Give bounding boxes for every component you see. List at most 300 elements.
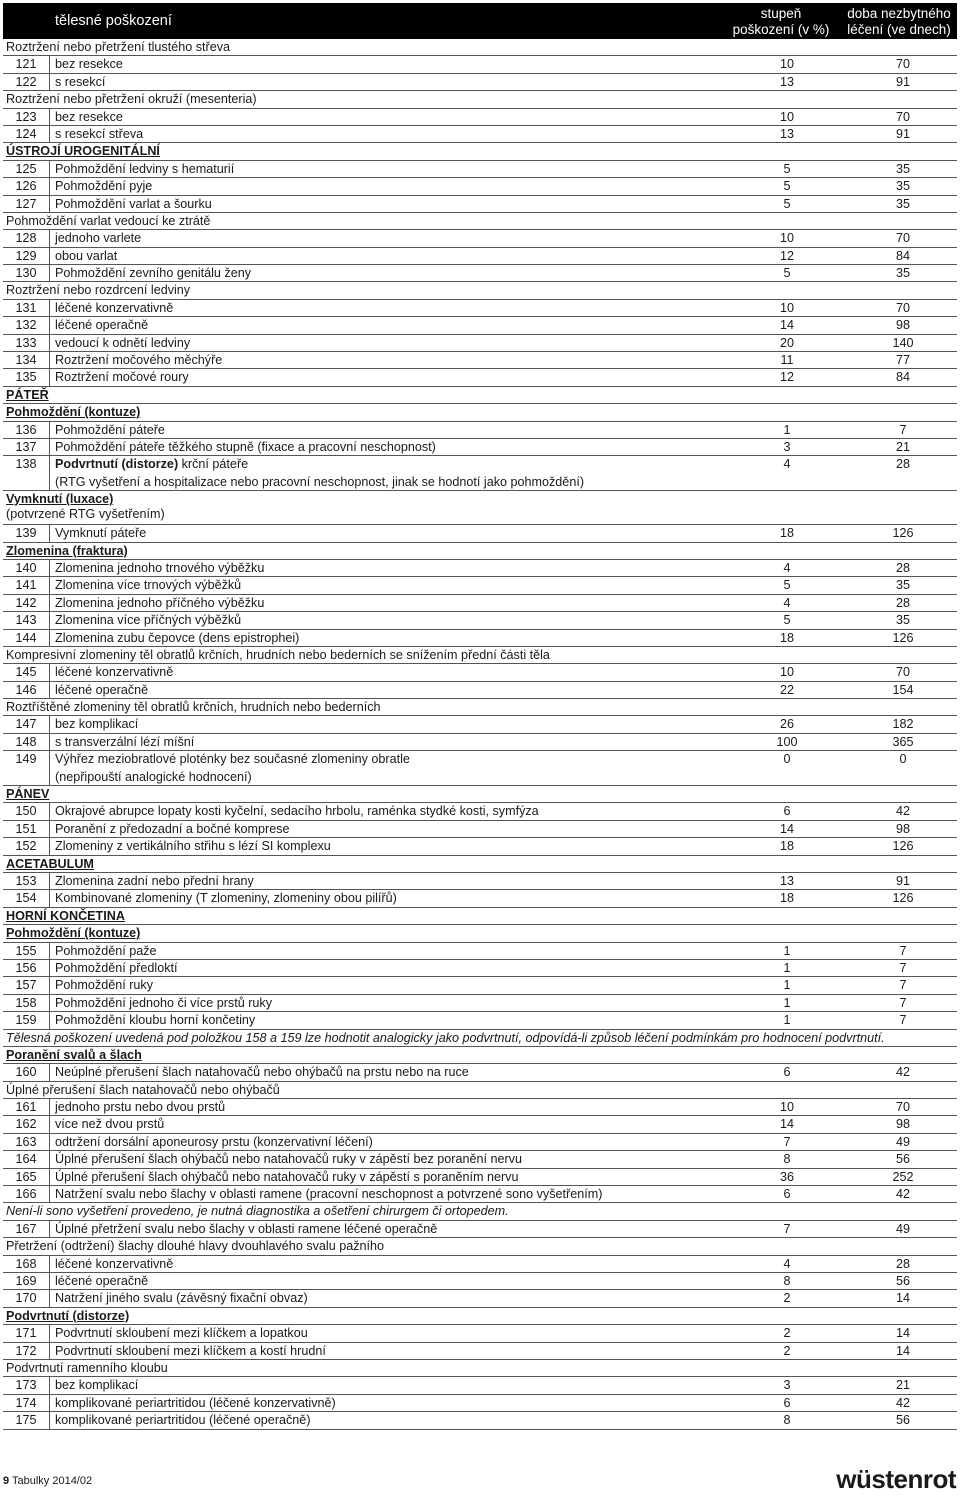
item-label-line <box>55 248 117 265</box>
table-row <box>3 682 957 699</box>
degree-value: 13 <box>779 126 794 141</box>
table-row <box>3 821 957 838</box>
item-label-text: Pohmoždění zevního genitálu ženy <box>55 266 252 281</box>
table-row <box>3 335 957 352</box>
item-number: 164 <box>15 1152 37 1167</box>
degree-value: 4 <box>783 457 791 472</box>
section-row <box>3 1047 957 1064</box>
item-number: 135 <box>15 370 37 385</box>
item-number: 146 <box>15 682 37 697</box>
duration-value: 70 <box>895 665 910 680</box>
section-row <box>3 856 957 873</box>
duration-value: 70 <box>895 57 910 72</box>
section-row <box>3 404 957 421</box>
degree-value: 3 <box>783 439 791 454</box>
item-number: 139 <box>15 526 37 541</box>
item-label <box>49 1116 164 1132</box>
item-label-text: Okrajové abrupce lopaty kosti kyčelní, sedacího hrbolu, raménka stydké kosti, symfýza <box>55 804 539 819</box>
table-row <box>3 1256 957 1273</box>
item-number: 134 <box>15 353 37 368</box>
table-row <box>3 525 957 542</box>
item-label <box>49 1395 336 1411</box>
section-title <box>6 39 230 56</box>
degree-value: 6 <box>783 1065 791 1080</box>
table-row <box>3 1290 957 1307</box>
item-label <box>49 1377 138 1393</box>
section-title <box>6 1030 885 1047</box>
item-label-text: Úplné přetržení svalu nebo šlachy v oblasti ramene léčené operačně <box>55 1221 438 1236</box>
duration-value: 70 <box>895 231 910 246</box>
item-label <box>49 751 410 785</box>
table-row <box>3 422 957 439</box>
item-label-line <box>55 178 152 195</box>
degree-value: 18 <box>779 891 794 906</box>
section-subtext: (potvrzené RTG vyšetřením) <box>6 507 165 522</box>
table-row <box>3 803 957 820</box>
degree-value: 36 <box>779 1169 794 1184</box>
section-title <box>6 492 165 522</box>
item-number: 173 <box>15 1378 37 1393</box>
item-label-text: více než dvou prstů <box>55 1117 165 1132</box>
table-row <box>3 248 957 265</box>
section-text: Pohmoždění varlat vedoucí ke ztrátě <box>6 213 211 228</box>
item-label <box>49 369 189 385</box>
item-number: 133 <box>15 335 37 350</box>
section-text: PÁTEŘ <box>6 387 49 402</box>
duration-value: 84 <box>895 370 910 385</box>
item-label <box>49 1256 173 1272</box>
item-number: 136 <box>15 422 37 437</box>
item-number: 145 <box>15 665 37 680</box>
item-number: 163 <box>15 1134 37 1149</box>
section-text: Přetržení (odtržení) šlachy dlouhé hlavy dvouhlavého svalu pažního <box>6 1239 385 1254</box>
duration-value: 91 <box>895 874 910 888</box>
duration-value: 42 <box>895 1187 910 1202</box>
item-label-line <box>55 230 141 247</box>
degree-value: 18 <box>779 630 794 645</box>
degree-value: 3 <box>783 1378 791 1393</box>
table-row <box>3 1186 957 1203</box>
item-label <box>49 734 194 750</box>
item-label-text: bez resekce <box>55 109 123 124</box>
degree-value: 5 <box>783 179 791 194</box>
item-label <box>49 664 173 680</box>
duration-value: 70 <box>895 300 910 315</box>
item-label-text: komplikované periartritidou (léčené konzervativně) <box>55 1395 336 1410</box>
degree-value: 10 <box>779 1100 794 1115</box>
item-label <box>49 196 212 212</box>
item-label-text: Natržení jiného svalu (závěsný fixační obvaz) <box>55 1291 308 1306</box>
item-label-note: (nepřipouští analogické hodnocení) <box>55 769 252 784</box>
item-label <box>49 682 148 698</box>
duration-value: 182 <box>892 717 914 732</box>
item-label-line <box>55 525 146 542</box>
item-label-line <box>55 838 331 855</box>
degree-value: 13 <box>779 74 794 89</box>
duration-value: 154 <box>892 682 914 697</box>
table-row <box>3 664 957 681</box>
duration-value: 91 <box>895 126 910 141</box>
section-text: Pohmoždění (kontuze) <box>6 405 141 420</box>
degree-value: 5 <box>783 161 791 176</box>
section-row <box>3 1203 957 1220</box>
duration-value: 28 <box>895 457 910 472</box>
duration-value: 77 <box>895 353 910 368</box>
item-label <box>49 335 190 351</box>
item-label-text: léčené operačně <box>55 682 149 697</box>
section-title <box>6 1360 168 1377</box>
item-number: 142 <box>15 595 37 610</box>
section-row <box>3 282 957 299</box>
degree-value: 18 <box>779 839 794 854</box>
table-row <box>3 74 957 91</box>
header-injury: tělesné poškození <box>55 13 172 29</box>
degree-value: 2 <box>783 1326 791 1341</box>
section-text: Roztržení nebo rozdrcení ledviny <box>6 283 191 298</box>
item-label <box>49 977 153 993</box>
section-row <box>3 1030 957 1047</box>
injury-table <box>3 3 957 1430</box>
table-row <box>3 1169 957 1186</box>
item-label <box>49 595 264 611</box>
duration-value: 42 <box>895 1065 910 1080</box>
item-label-text: Neúplné přerušení šlach natahovačů nebo ohýbačů na prstu nebo na ruce <box>55 1065 469 1080</box>
item-label <box>49 612 241 628</box>
table-row <box>3 1099 957 1116</box>
duration-value: 98 <box>895 318 910 333</box>
item-label-line <box>55 630 299 647</box>
item-number: 174 <box>15 1395 37 1410</box>
item-label-line <box>55 1412 311 1429</box>
item-label <box>49 1151 522 1167</box>
header-duration: doba nezbytného léčení (ve dnech) <box>847 6 951 37</box>
item-label <box>49 456 584 490</box>
item-number: 160 <box>15 1065 37 1080</box>
item-label-line <box>55 560 264 577</box>
item-label-text: Zlomenina zubu čepovce (dens epistrophei) <box>55 630 300 645</box>
item-number: 131 <box>15 300 37 315</box>
item-label <box>49 873 254 889</box>
item-label-line <box>55 1064 469 1081</box>
item-label-line <box>55 422 165 439</box>
item-label-text: Zlomenina zadní nebo přední hrany <box>55 874 254 888</box>
item-label-text: Pohmoždění pyje <box>55 179 153 194</box>
item-number: 161 <box>15 1100 37 1115</box>
item-label-line <box>55 161 234 178</box>
section-text: HORNÍ KONČETINA <box>6 908 125 923</box>
section-text: Poranění svalů a šlach <box>6 1047 142 1062</box>
table-row <box>3 716 957 733</box>
section-text: Úplné přerušení šlach natahovačů nebo ohýbačů <box>6 1082 280 1097</box>
item-label-text: Zlomenina jednoho trnového výběžku <box>55 560 265 575</box>
section-title <box>6 1238 384 1255</box>
table-row <box>3 1377 957 1394</box>
degree-value: 20 <box>779 335 794 350</box>
section-title <box>6 1308 129 1325</box>
item-number: 121 <box>15 57 37 72</box>
item-number: 159 <box>15 1013 37 1028</box>
duration-value: 35 <box>895 266 910 281</box>
item-label-text: Kombinované zlomeniny (T zlomeniny, zlomeniny obou pilířů) <box>55 891 397 906</box>
item-label <box>49 1169 518 1185</box>
section-title <box>6 925 140 942</box>
item-label-text: odtržení dorsální aponeurosy prstu (konzervativní léčení) <box>55 1134 373 1149</box>
table-row <box>3 317 957 334</box>
item-label-line <box>55 196 212 213</box>
item-label-line <box>55 664 173 681</box>
table-row <box>3 630 957 647</box>
item-label <box>49 422 165 438</box>
section-text: Roztržení nebo přetržení okruží (mesenteria) <box>6 92 257 107</box>
degree-value: 5 <box>783 196 791 211</box>
item-label <box>49 1186 602 1202</box>
item-label-text: léčené operačně <box>55 318 149 333</box>
wustenrot-logo: wüstenrot <box>836 1464 956 1494</box>
duration-value: 28 <box>895 560 910 575</box>
item-label-bold: Podvrtnutí (distorze) <box>55 457 179 472</box>
item-label-line <box>55 1169 518 1186</box>
degree-value: 6 <box>783 804 791 819</box>
section-text: Podvrtnutí ramenního kloubu <box>6 1360 168 1375</box>
item-number: 122 <box>15 74 37 89</box>
item-number: 137 <box>15 439 37 454</box>
section-title <box>6 282 190 299</box>
duration-value: 42 <box>895 1395 910 1410</box>
item-number: 162 <box>15 1117 37 1132</box>
duration-value: 7 <box>899 1013 907 1028</box>
item-number: 156 <box>15 960 37 975</box>
degree-value: 7 <box>783 1221 791 1236</box>
degree-value: 1 <box>783 995 791 1010</box>
item-label-text: komplikované periartritidou (léčené operačně) <box>55 1413 311 1428</box>
item-label-line <box>55 873 254 890</box>
degree-value: 14 <box>779 821 794 836</box>
table-row <box>3 1221 957 1238</box>
section-row <box>3 143 957 160</box>
section-row <box>3 1082 957 1099</box>
item-number: 138 <box>15 457 37 472</box>
item-number: 171 <box>15 1326 37 1341</box>
item-label-text: obou varlat <box>55 248 118 263</box>
publication-name: Tabulky 2014/02 <box>11 1475 93 1487</box>
item-label <box>49 960 178 976</box>
section-title <box>6 91 257 108</box>
duration-value: 91 <box>895 74 910 89</box>
item-label-line <box>55 995 272 1012</box>
item-label-line <box>55 1134 373 1151</box>
item-number: 166 <box>15 1187 37 1202</box>
degree-value: 10 <box>779 300 794 315</box>
section-title <box>6 699 381 716</box>
duration-value: 70 <box>895 1100 910 1115</box>
item-number: 147 <box>15 717 37 732</box>
degree-value: 1 <box>783 978 791 993</box>
item-label-text: Úplné přerušení šlach ohýbačů nebo natahovačů ruky v zápěstí s poraněním nervu <box>55 1169 519 1184</box>
item-label-text: Natržení svalu nebo šlachy v oblasti ramene (pracovní neschopnost a potvrzené sono vyšetřením) <box>55 1187 603 1202</box>
duration-value: 35 <box>895 161 910 176</box>
table-row <box>3 369 957 386</box>
item-label-line <box>55 456 584 473</box>
item-label-text: s transverzální lézí míšní <box>55 734 195 749</box>
degree-value: 6 <box>783 1187 791 1202</box>
item-label-text: Pohmoždění paže <box>55 943 157 958</box>
item-label <box>49 317 148 333</box>
degree-value: 1 <box>783 960 791 975</box>
item-label-line <box>55 56 123 73</box>
table-row <box>3 196 957 213</box>
item-label <box>49 300 173 316</box>
section-row <box>3 91 957 108</box>
table-row <box>3 838 957 855</box>
duration-value: 14 <box>895 1291 910 1306</box>
item-label-line <box>55 1377 138 1394</box>
section-row <box>3 786 957 803</box>
item-label-line <box>55 439 436 456</box>
table-row <box>3 1273 957 1290</box>
item-label-text: Pohmoždění kloubu horní končetiny <box>55 1013 256 1028</box>
degree-value: 10 <box>779 665 794 680</box>
section-text: PÁNEV <box>6 787 50 802</box>
item-number: 157 <box>15 978 37 993</box>
table-row <box>3 300 957 317</box>
section-title <box>6 1082 280 1099</box>
degree-value: 6 <box>783 1395 791 1410</box>
item-label-line <box>55 1116 164 1133</box>
item-number: 169 <box>15 1273 37 1288</box>
section-title <box>6 856 94 873</box>
degree-value: 4 <box>783 560 791 575</box>
degree-value: 8 <box>783 1273 791 1288</box>
item-number: 123 <box>15 109 37 124</box>
table-body <box>3 39 957 1430</box>
table-row <box>3 161 957 178</box>
section-row <box>3 543 957 560</box>
item-label <box>49 716 138 732</box>
item-label-line <box>55 960 178 977</box>
item-label <box>49 1012 255 1028</box>
item-label-text: Pohmoždění varlat a šourku <box>55 196 212 211</box>
header-degree: stupeň poškození (v %) <box>732 6 830 37</box>
duration-value: 7 <box>899 960 907 975</box>
item-number: 125 <box>15 161 37 176</box>
item-number: 124 <box>15 126 37 141</box>
item-label <box>49 577 241 593</box>
duration-value: 126 <box>892 891 914 906</box>
table-row <box>3 890 957 907</box>
section-row <box>3 213 957 230</box>
item-number: 175 <box>15 1413 37 1428</box>
degree-value: 100 <box>776 734 798 749</box>
table-row <box>3 230 957 247</box>
table-row <box>3 1151 957 1168</box>
item-number: 158 <box>15 995 37 1010</box>
table-row <box>3 577 957 594</box>
item-label-text: Zlomeniny z vertikálního střihu s lézí SI komplexu <box>55 839 331 854</box>
item-label-line <box>55 335 190 352</box>
item-label <box>49 265 251 281</box>
item-label <box>49 1325 308 1341</box>
page-footer <box>3 1475 92 1487</box>
item-label-line <box>55 74 105 91</box>
duration-value: 56 <box>895 1273 910 1288</box>
item-label <box>49 838 331 854</box>
item-label-text: Vymknutí páteře <box>55 526 147 541</box>
item-label <box>49 178 152 194</box>
item-label-text: jednoho varlete <box>55 231 142 246</box>
table-row <box>3 960 957 977</box>
item-label <box>49 1099 225 1115</box>
item-number: 153 <box>15 874 37 888</box>
section-title <box>6 908 125 925</box>
table-row <box>3 943 957 960</box>
item-label <box>49 525 146 541</box>
duration-value: 140 <box>892 335 914 350</box>
item-label-text: Výhřez meziobratlové ploténky bez současné zlomeniny obratle <box>55 752 410 767</box>
duration-value: 98 <box>895 821 910 836</box>
degree-value: 4 <box>783 595 791 610</box>
duration-value: 126 <box>892 630 914 645</box>
table-row <box>3 265 957 282</box>
degree-value: 10 <box>779 57 794 72</box>
degree-value: 1 <box>783 422 791 437</box>
section-row <box>3 647 957 664</box>
item-label-line <box>55 1290 308 1307</box>
item-number: 150 <box>15 804 37 819</box>
item-label-text: Roztržení močové roury <box>55 370 189 385</box>
degree-value: 2 <box>783 1343 791 1358</box>
duration-value: 7 <box>899 943 907 958</box>
item-label-line <box>55 300 173 317</box>
item-label <box>49 890 397 906</box>
item-label-text: léčené operačně <box>55 1273 149 1288</box>
section-title <box>6 387 49 404</box>
item-label-text: Podvrtnutí skloubení mezi klíčkem a kostí hrudní <box>55 1343 326 1358</box>
item-label-text: léčené konzervativně <box>55 1256 174 1271</box>
item-label-text: léčené konzervativně <box>55 665 174 680</box>
section-title <box>6 213 210 230</box>
item-label-text: bez resekce <box>55 57 123 72</box>
section-text: Roztržení nebo přetržení tlustého střeva <box>6 40 231 54</box>
duration-value: 7 <box>899 978 907 993</box>
duration-value: 84 <box>895 248 910 263</box>
item-label-text: s resekcí střeva <box>55 126 144 141</box>
item-number: 168 <box>15 1256 37 1271</box>
item-label <box>49 74 105 90</box>
table-row <box>3 1395 957 1412</box>
section-row <box>3 699 957 716</box>
degree-value: 10 <box>779 109 794 124</box>
table-row <box>3 734 957 751</box>
item-number: 152 <box>15 839 37 854</box>
item-label-line <box>55 682 148 699</box>
item-label-text: Pohmoždění jednoho či více prstů ruky <box>55 995 273 1010</box>
duration-value: 70 <box>895 109 910 124</box>
item-label-text: Zlomenina více trnových výběžků <box>55 578 242 593</box>
item-label <box>49 995 272 1011</box>
item-label-line <box>55 577 241 594</box>
item-label-line <box>55 977 153 994</box>
table-row <box>3 1343 957 1360</box>
item-number: 151 <box>15 821 37 836</box>
item-number: 128 <box>15 231 37 246</box>
item-label <box>49 1221 437 1237</box>
degree-value: 8 <box>783 1152 791 1167</box>
item-label-line <box>55 1343 326 1360</box>
table-row <box>3 1412 957 1429</box>
duration-value: 365 <box>892 734 914 749</box>
item-label-text: léčené konzervativně <box>55 300 174 315</box>
item-label <box>49 1343 326 1359</box>
